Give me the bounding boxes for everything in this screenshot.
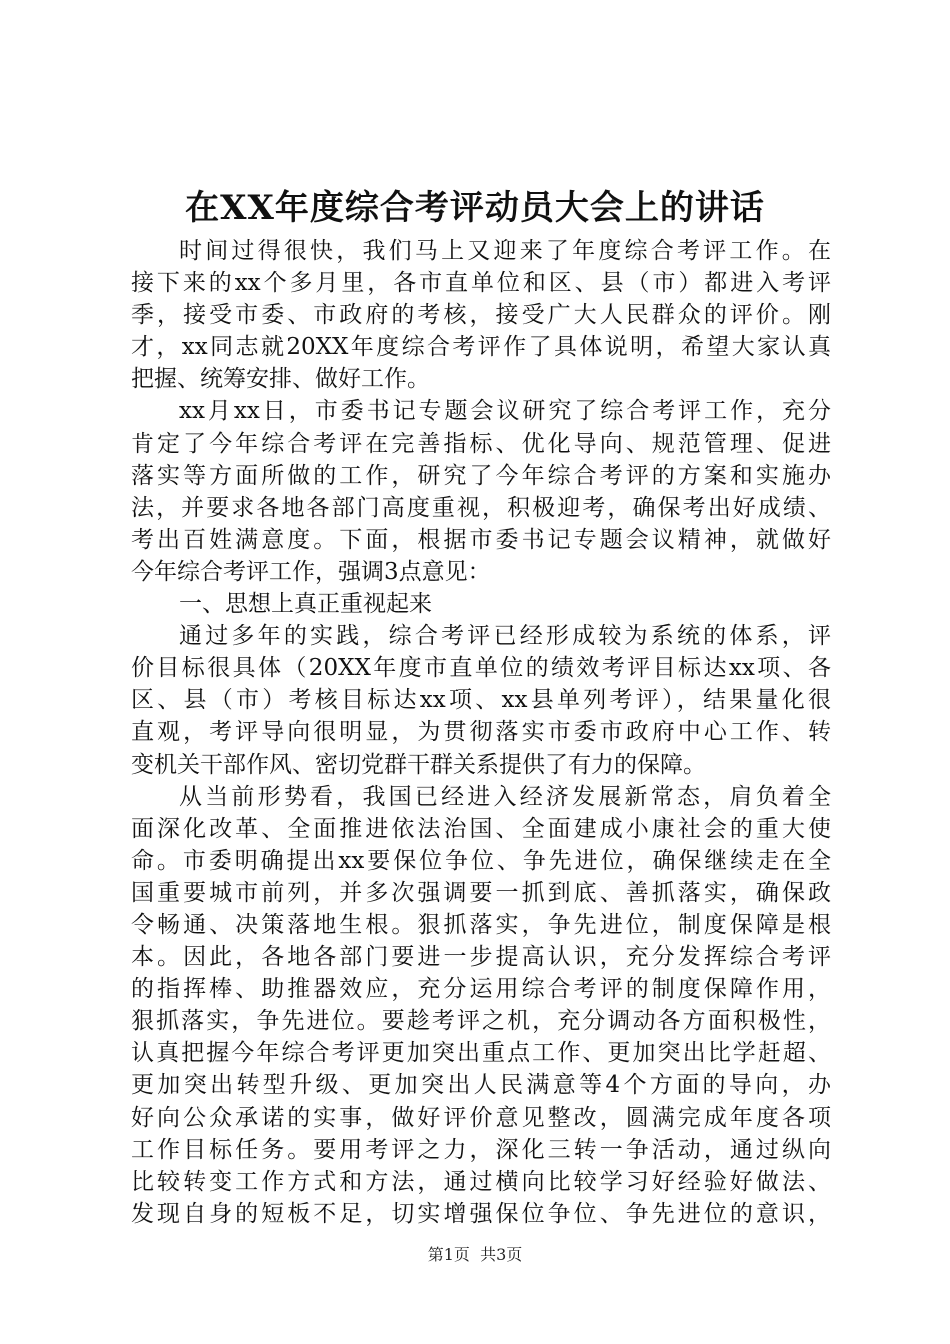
- body-line: 直观，考评导向很明显，为贯彻落实市委市政府中心工作、转: [131, 719, 831, 746]
- body-line: 区、县（市）考核目标达xx项、xx县单列考评），结果量化很: [131, 687, 831, 714]
- body-line: 认真把握今年综合考评更加突出重点工作、更加突出比学赶超、: [131, 1040, 831, 1067]
- body-line: 发现自身的短板不足，切实增强保位争位、争先进位的意识，: [131, 1200, 831, 1227]
- body-line: 令畅通、决策落地生根。狠抓落实，争先进位，制度保障是根: [131, 911, 831, 938]
- body-line: 时间过得很快，我们马上又迎来了年度综合考评工作。在: [179, 238, 831, 264]
- body-line: 把握、统筹安排、做好工作。: [131, 366, 430, 393]
- body-line: 从当前形势看，我国已经进入经济发展新常态，肩负着全: [179, 783, 831, 810]
- body-line: 通过多年的实践，综合考评已经形成较为系统的体系，评: [179, 623, 831, 650]
- body-line: 落实等方面所做的工作，研究了今年综合考评的方案和实施办: [131, 462, 831, 489]
- body-line: 一、思想上真正重视起来: [179, 591, 432, 618]
- page-footer: 第1页 共3页: [427, 1245, 523, 1264]
- body-line: 接下来的xx个多月里，各市直单位和区、县（市）都进入考评: [131, 270, 831, 297]
- document-title: 在XX年度综合考评动员大会上的讲话: [185, 188, 765, 228]
- body-line: 的指挥棒、助推器效应，充分运用综合考评的制度保障作用，: [131, 976, 831, 1003]
- body-line: 变机关干部作风、密切党群干群关系提供了有力的保障。: [131, 751, 706, 778]
- body-line: 考出百姓满意度。下面，根据市委书记专题会议精神，就做好: [131, 526, 831, 553]
- body-line: 肯定了今年综合考评在完善指标、优化导向、规范管理、促进: [131, 430, 831, 457]
- body-line: 狠抓落实，争先进位。要趁考评之机，充分调动各方面积极性，: [131, 1008, 831, 1035]
- body-line: 本。因此，各地各部门要进一步提高认识，充分发挥综合考评: [131, 944, 831, 971]
- body-line: 法，并要求各地各部门高度重视，积极迎考，确保考出好成绩、: [131, 494, 831, 521]
- body-line: 工作目标任务。要用考评之力，深化三转一争活动，通过纵向: [131, 1136, 831, 1163]
- body-line: 更加突出转型升级、更加突出人民满意等4个方面的导向，办: [131, 1072, 831, 1099]
- body-line: 国重要城市前列，并多次强调要一抓到底、善抓落实，确保政: [131, 879, 831, 906]
- body-line: 好向公众承诺的实事，做好评价意见整改，圆满完成年度各项: [131, 1104, 831, 1131]
- body-line: 价目标很具体（20XX年度市直单位的绩效考评目标达xx项、各: [131, 655, 831, 682]
- body-line: xx月xx日，市委书记专题会议研究了综合考评工作，充分: [179, 398, 831, 425]
- body-line: 才，xx同志就20XX年度综合考评作了具体说明，希望大家认真: [131, 334, 831, 361]
- body-line: 季，接受市委、市政府的考核，接受广大人民群众的评价。刚: [131, 302, 831, 329]
- body-line: 比较转变工作方式和方法，通过横向比较学习好经验好做法、: [131, 1168, 831, 1195]
- body-line: 命。市委明确提出xx要保位争位、争先进位，确保继续走在全: [131, 847, 831, 874]
- body-line: 今年综合考评工作，强调3点意见：: [131, 558, 491, 585]
- document-body: [131, 235, 831, 1230]
- body-line: 面深化改革、全面推进依法治国、全面建成小康社会的重大使: [131, 815, 831, 842]
